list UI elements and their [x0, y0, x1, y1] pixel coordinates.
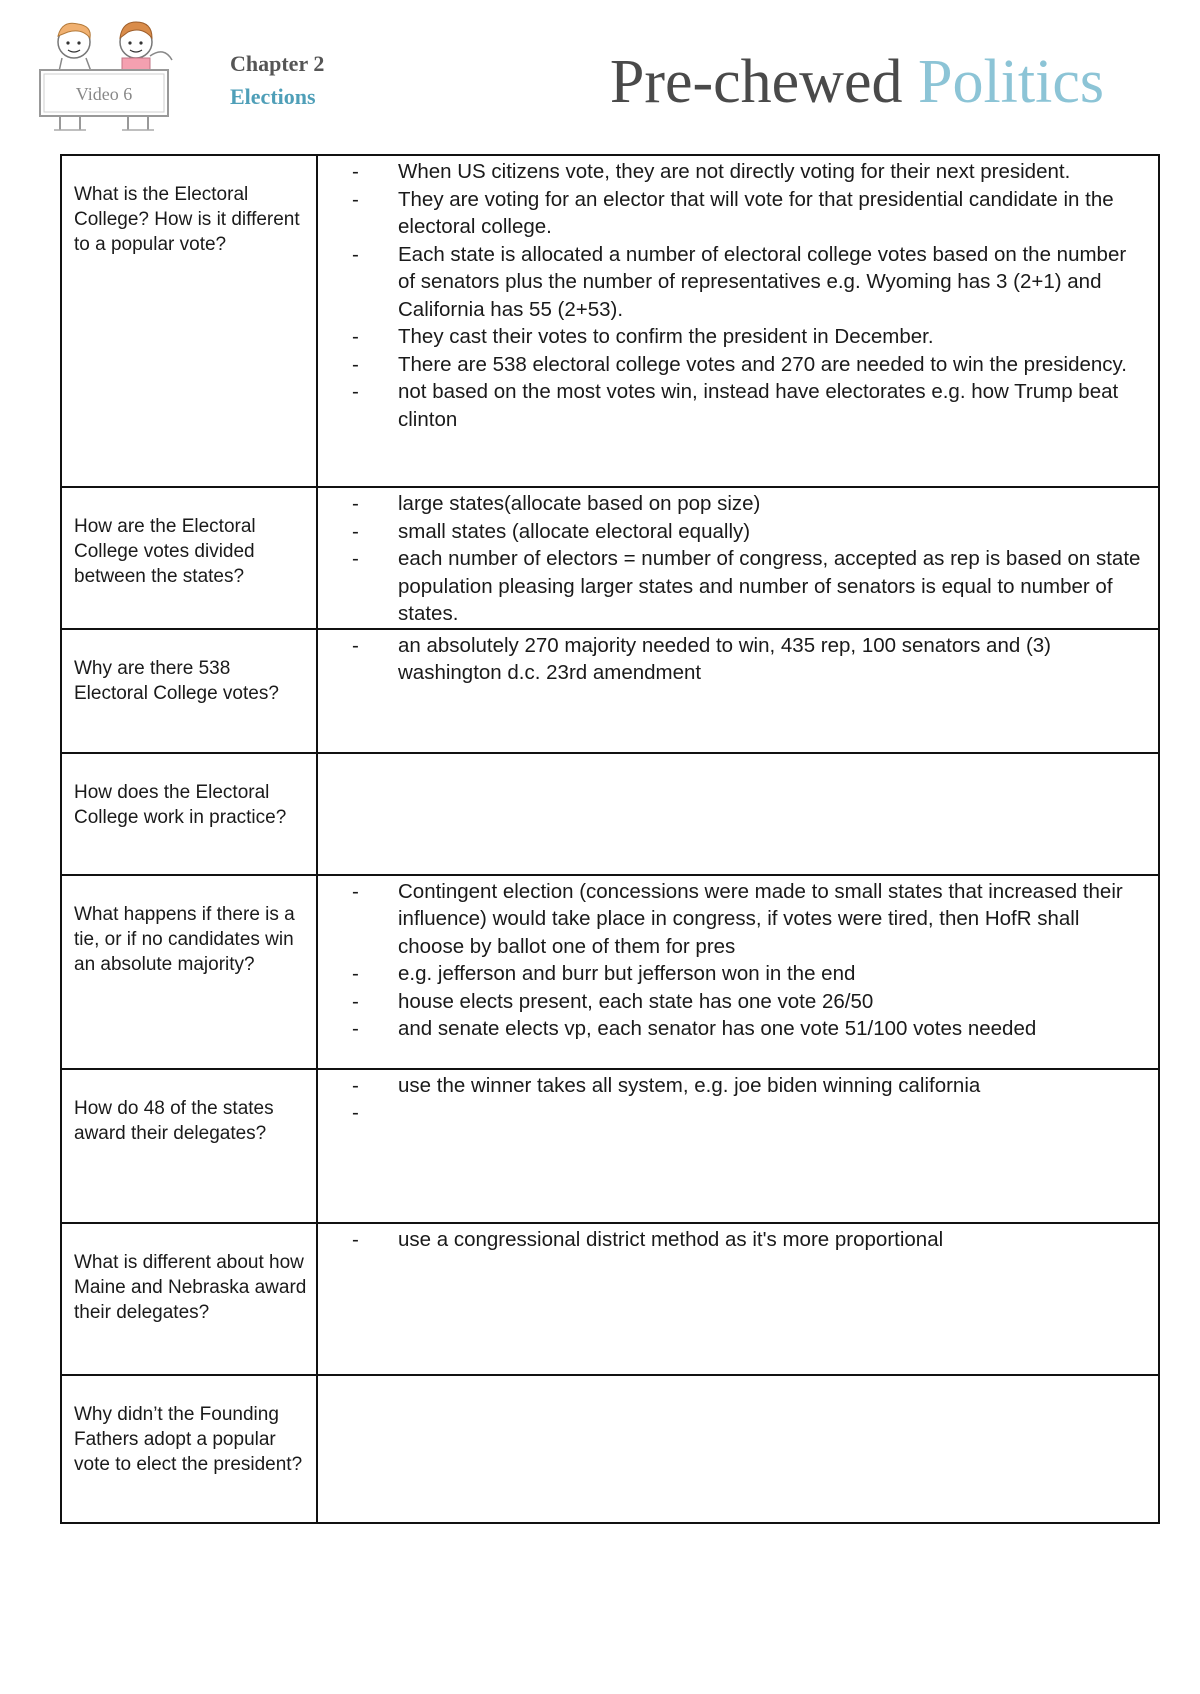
question-cell: [61, 155, 317, 487]
answer-list: [352, 1072, 1146, 1100]
brand-title: [610, 46, 1104, 118]
answer-list: [352, 878, 1146, 1043]
answer-cell[interactable]: [317, 753, 1159, 875]
answer-cell[interactable]: [317, 875, 1159, 1069]
question-text: How are the Electoral College votes divided between the states?: [74, 516, 256, 587]
question-cell: [61, 1223, 317, 1375]
answer-list: [352, 490, 1146, 628]
question-text: Why are there 538 Electoral College votes?: [74, 657, 279, 704]
list-item: - They cast their votes to confirm the president in December.: [352, 323, 1146, 351]
list-item: - When US citizens vote, they are not directly voting for their next president.: [352, 158, 1146, 186]
table-row: [61, 753, 1159, 875]
answer-cell[interactable]: [317, 155, 1159, 487]
worksheet-table: [60, 154, 1160, 1524]
answer-cell[interactable]: [317, 1375, 1159, 1523]
list-item: - e.g. jefferson and burr but jefferson won in the end: [352, 960, 1146, 988]
answer-cell[interactable]: [317, 1069, 1159, 1223]
question-text: What is the Electoral College? How is it different to a popular vote?: [74, 184, 300, 255]
question-text: What is different about how Maine and Nebraska award their delegates?: [74, 1251, 307, 1323]
table-row: [61, 487, 1159, 629]
table-row: [61, 1375, 1159, 1523]
table-row: [61, 1223, 1159, 1375]
list-item: - each number of electors = number of congress, accepted as rep is based on state population pleasing larger states and number of senators is equal to number of states.: [352, 545, 1146, 628]
answer-list: [352, 1226, 1146, 1254]
list-item: - use the winner takes all system, e.g. joe biden winning california: [352, 1072, 1146, 1100]
answer-cell[interactable]: [317, 1223, 1159, 1375]
answer-list: [352, 632, 1146, 687]
list-item: - use a congressional district method as it's more proportional: [352, 1226, 1146, 1254]
chapter-title: Elections: [230, 84, 316, 109]
list-item: - Contingent election (concessions were made to small states that increased their influence) would take place in congress, if votes were tired, then HofR shall choose by ballot one of them for pres: [352, 878, 1146, 961]
brand-title-part1: Pre-chewed: [609, 48, 903, 116]
answer-cell[interactable]: [317, 629, 1159, 753]
list-item: - small states (allocate electoral equally): [352, 518, 1146, 546]
list-item: - They are voting for an elector that will vote for that presidential candidate in the electoral college.: [352, 186, 1146, 241]
chapter-label: Chapter 2: [230, 51, 325, 76]
question-cell: [61, 629, 317, 753]
question-text: How does the Electoral College work in practice?: [74, 781, 287, 828]
question-cell: [61, 1375, 317, 1523]
list-item: - Each state is allocated a number of electoral college votes based on the number of senators plus the number of representatives e.g. Wyoming has 3 (2+1) and California has 55 (2+53).: [352, 241, 1146, 324]
list-item: - large states(allocate based on pop size): [352, 490, 1146, 518]
question-cell: [61, 1069, 317, 1223]
question-text: What happens if there is a tie, or if no candidates win an absolute majority?: [74, 903, 295, 975]
brand-title-part2: Politics: [917, 48, 1104, 116]
list-item: - not based on the most votes win, instead have electorates e.g. how Trump beat clinton: [352, 378, 1146, 433]
page-header: [0, 0, 1200, 150]
question-cell: [61, 753, 317, 875]
list-item: - There are 538 electoral college votes and 270 are needed to win the presidency.: [352, 351, 1146, 379]
logo-sign-text: Video 6: [75, 84, 133, 104]
question-text: Why didn’t the Founding Fathers adopt a popular vote to elect the president?: [74, 1403, 303, 1475]
table-row: [61, 1069, 1159, 1223]
chapter-heading: [230, 48, 324, 114]
answer-cell[interactable]: [317, 487, 1159, 629]
question-cell: [61, 487, 317, 629]
table-row: [61, 629, 1159, 753]
answer-list: [352, 158, 1146, 433]
table-row: [61, 875, 1159, 1069]
question-cell: [61, 875, 317, 1069]
table-row: [61, 155, 1159, 487]
question-text: How do 48 of the states award their delegates?: [74, 1097, 274, 1144]
list-item: - and senate elects vp, each senator has one vote 51/100 votes needed: [352, 1015, 1146, 1043]
list-item: - an absolutely 270 majority needed to win, 435 rep, 100 senators and (3) washington d.c. 23rd amendment: [352, 632, 1146, 687]
list-item: - house elects present, each state has one vote 26/50: [352, 988, 1146, 1016]
cartoon-logo-icon: [38, 16, 198, 140]
